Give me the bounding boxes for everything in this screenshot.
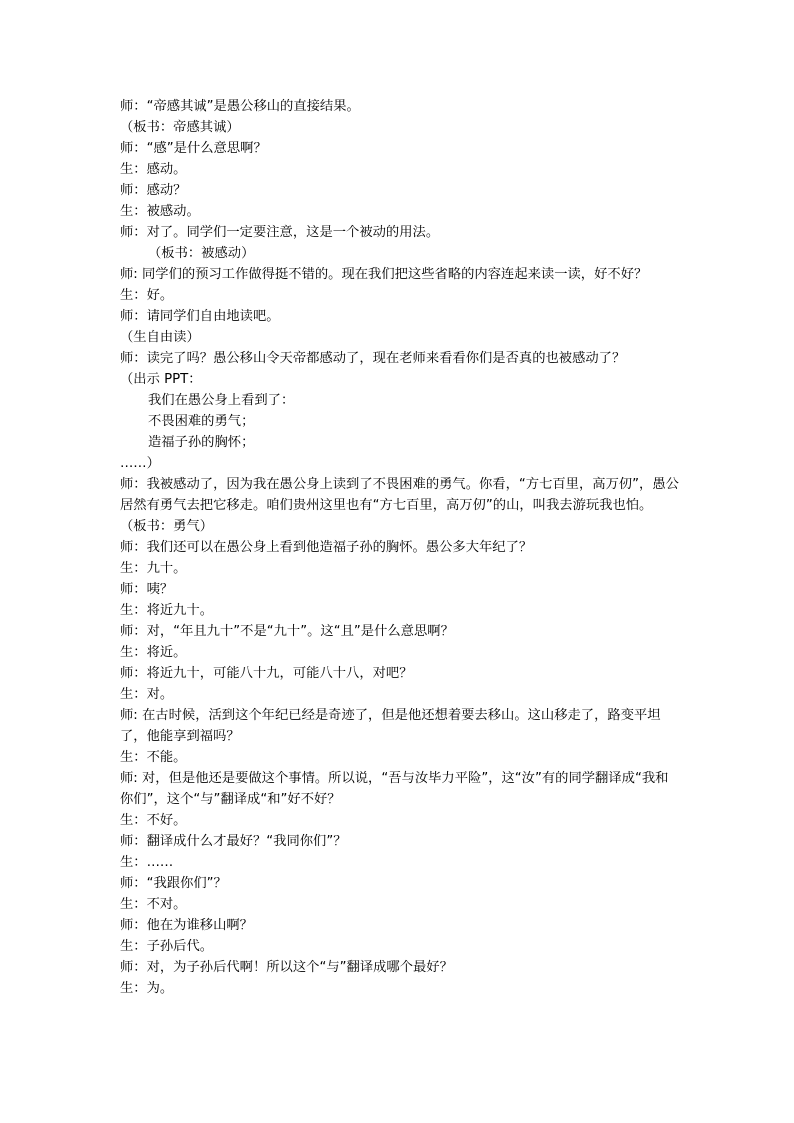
text-line: 师：将近九十，可能八十九，可能八十八，对吧？ <box>120 666 413 681</box>
text-line: 生：九十。 <box>120 561 187 576</box>
text-line: 生：将近。 <box>120 645 187 660</box>
text-line: 造福子孙的胸怀； <box>148 435 255 450</box>
text-line: 师：请同学们自由地读吧。 <box>120 309 280 324</box>
text-line: 生：对。 <box>120 687 174 702</box>
text-line: 生：好。 <box>120 288 174 303</box>
text-line: 师：翻译成什么才最好？“我同你们”？ <box>120 834 347 849</box>
text-line: 生：不好。 <box>120 813 187 828</box>
text-line: 师：“我跟你们”？ <box>120 876 227 891</box>
text-line: 师：咦？ <box>120 582 174 597</box>
text-line: 师：“帝感其诚”是愚公移山的直接结果。 <box>120 99 360 114</box>
text-line: 师：对，为子孙后代啊！所以这个“与”翻译成哪个最好？ <box>120 960 453 975</box>
text-line: 生：将近九十。 <box>120 603 214 618</box>
text-line: 生：被感动。 <box>120 204 200 219</box>
text-line: （生自由读） <box>120 330 200 345</box>
text-line: （出示 PPT： <box>120 372 202 387</box>
text-line: 生：不对。 <box>120 897 187 912</box>
text-line: 师：他在为谁移山啊？ <box>120 918 253 933</box>
text-line: 生：子孙后代。 <box>120 939 214 954</box>
text-line: ……） <box>120 456 160 471</box>
text-line: （板书：勇气） <box>120 519 214 534</box>
text-line: 师：我们还可以在愚公身上看到他造福子孙的胸怀。愚公多大年纪了？ <box>120 540 533 555</box>
text-line: 师：对，“年且九十”不是“九十”。这“且”是什么意思啊？ <box>120 624 454 639</box>
text-line: 生：不能。 <box>120 750 187 765</box>
text-line: （板书：被感动） <box>148 246 255 261</box>
text-line: 生：感动。 <box>120 162 187 177</box>
text-line: 师: 在古时候，活到这个年纪已经是奇迹了，但是他还想着要去移山。这山移走了，路变平坦了，他能享到福吗？ <box>120 708 661 744</box>
text-line: （板书：帝感其诚） <box>120 120 240 135</box>
text-line: 生：为。 <box>120 981 174 996</box>
text-line: 我们在愚公身上看到了： <box>148 393 295 408</box>
text-line: 师: 对，但是他还是要做这个事情。所以说，“吾与汝毕力平险”，这“汝”有的同学翻译成“我和你们”，这个“与”翻译成“和”好不好？ <box>120 771 669 807</box>
text-line: 师: 同学们的预习工作做得挺不错的。现在我们把这些省略的内容连起来读一读，好不好？ <box>120 267 648 282</box>
text-line: 师：我被感动了，因为我在愚公身上读到了不畏困难的勇气。你看，“方七百里，高万仞”，愚公居然有勇气去把它移走。咱们贵州这里也有“方七百里，高万仞”的山，叫我去游玩我也怕。 <box>120 477 679 513</box>
transcript-body <box>120 96 680 999</box>
text-line: 师：对了。同学们一定要注意，这是一个被动的用法。 <box>120 225 440 240</box>
text-line: 师：感动？ <box>120 183 187 198</box>
text-line: 师：读完了吗？愚公移山令天帝都感动了，现在老师来看看你们是否真的也被感动了？ <box>120 351 626 366</box>
text-line: 不畏困难的勇气； <box>148 414 255 429</box>
text-line: 生：…… <box>120 855 174 870</box>
text-line: 师：“感”是什么意思啊？ <box>120 141 267 156</box>
